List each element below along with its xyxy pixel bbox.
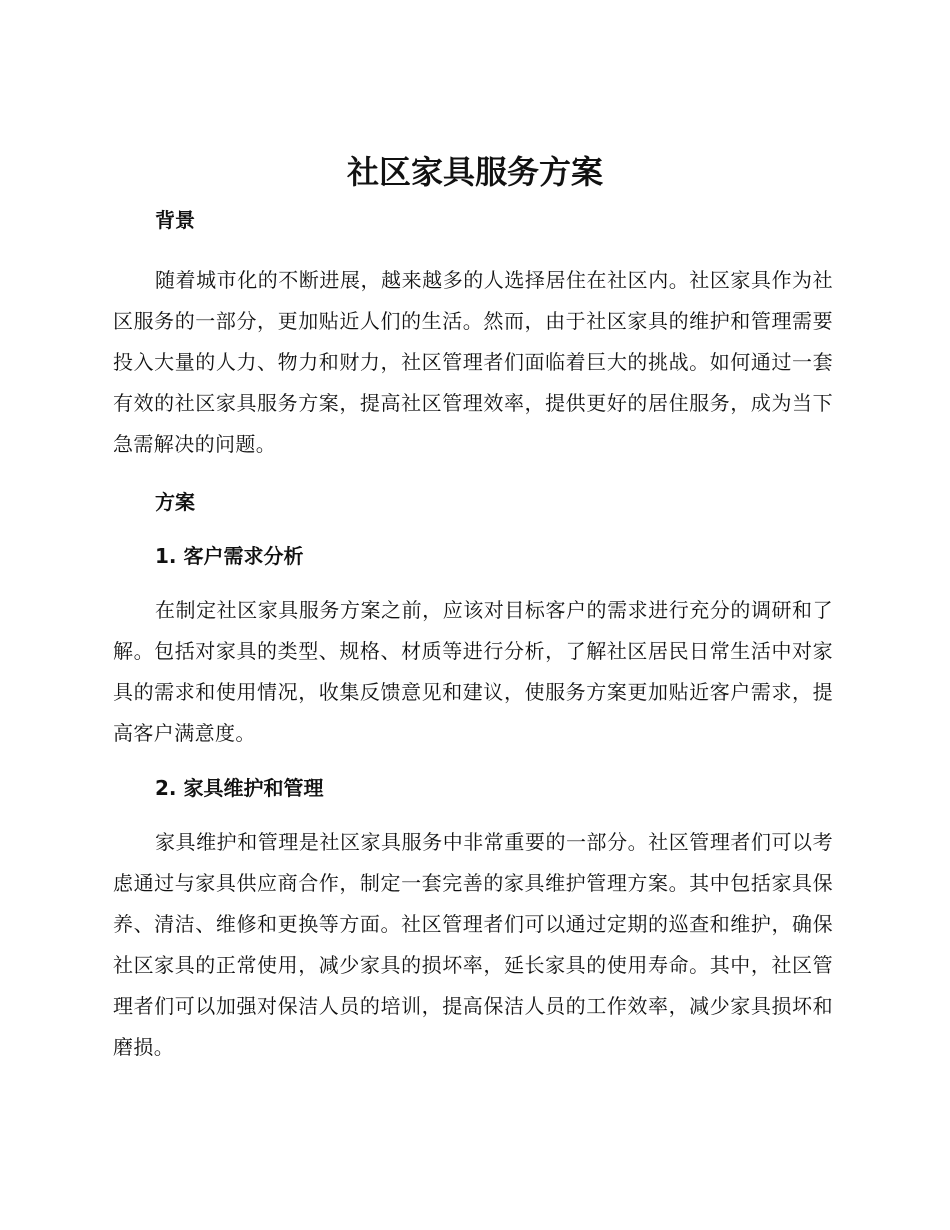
section-2-paragraph: 家具维护和管理是社区家具服务中非常重要的一部分。社区管理者们可以考虑通过与家具供应商合作，制定一套完善的家具维护管理方案。其中包括家具保养、清洁、维修和更换等方面。社区管理者们可以通过定期的巡查和维护，确保社区家具的正常使用，减少家具的损坏率，延长家具的使用寿命。其中，社区管理者们可以加强对保洁人员的培训，提高保洁人员的工作效率，减少家具损坏和磨损。 — [113, 830, 833, 1059]
background-heading: 背景 — [155, 208, 195, 232]
document-body — [113, 200, 833, 1068]
document-title: 社区家具服务方案 — [346, 153, 603, 191]
section-2-heading: 2. 家具维护和管理 — [155, 776, 324, 800]
background-paragraph: 随着城市化的不断进展，越来越多的人选择居住在社区内。社区家具作为社区服务的一部分，更加贴近人们的生活。然而，由于社区家具的维护和管理需要投入大量的人力、物力和财力，社区管理者们面临着巨大的挑战。如何通过一套有效的社区家具服务方案，提高社区管理效率，提供更好的居住服务，成为当下急需解决的问题。 — [113, 268, 833, 456]
plan-heading: 方案 — [155, 490, 195, 514]
section-1-heading: 1. 客户需求分析 — [155, 544, 304, 568]
section-1-paragraph: 在制定社区家具服务方案之前，应该对目标客户的需求进行充分的调研和了解。包括对家具的类型、规格、材质等进行分析，了解社区居民日常生活中对家具的需求和使用情况，收集反馈意见和建议，使服务方案更加贴近客户需求，提高客户满意度。 — [113, 598, 833, 745]
